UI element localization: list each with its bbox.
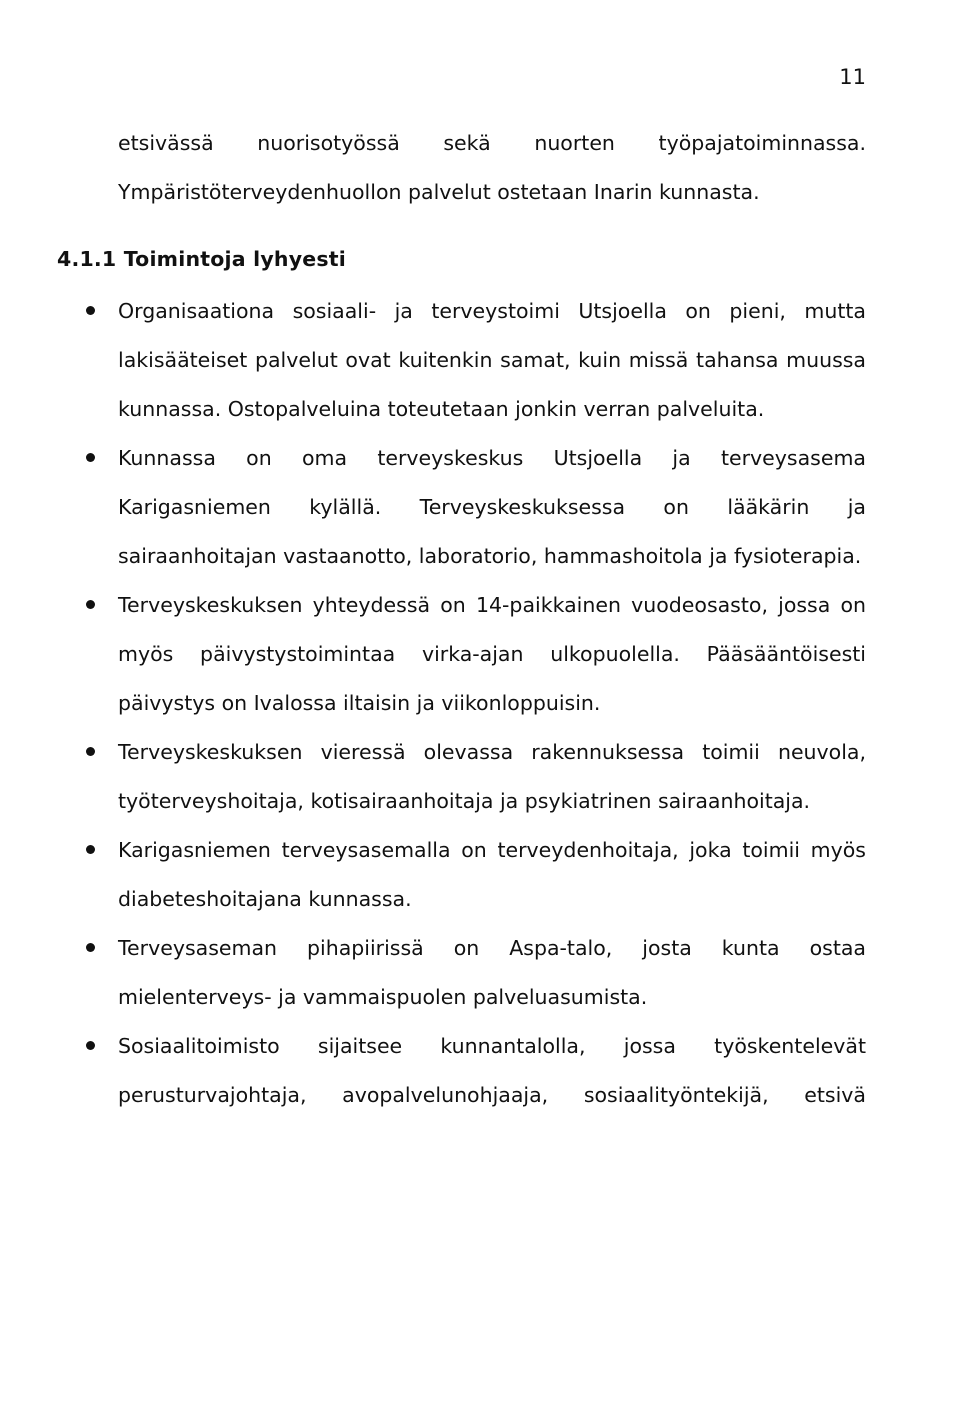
bullet-icon — [86, 600, 95, 609]
bullet-item-neighbouring-building — [0, 728, 866, 826]
bullet-item-social-office — [0, 1022, 866, 1120]
bullet-item-health-centre — [0, 434, 866, 581]
bullet-item-ward — [0, 581, 866, 728]
bullet-text: Kunnassa on oma terveyskeskus Utsjoella ja terveysasema Karigasniemen kylällä. Terveyskeskuksessa on lääkärin ja sairaanhoitajan vastaanotto, laboratorio, hammashoitola ja fysioterapia. — [118, 446, 866, 568]
bullet-list — [0, 287, 960, 1120]
bullet-item-karigasniemi-station — [0, 826, 866, 924]
bullet-text: Terveysaseman pihapiirissä on Aspa-talo, josta kunta ostaa mielenterveys- ja vammaispuolen palveluasumista. — [118, 936, 866, 1009]
section-heading: 4.1.1 Toimintoja lyhyesti — [57, 247, 347, 271]
bullet-text: Terveyskeskuksen yhteydessä on 14-paikkainen vuodeosasto, jossa on myös päivystystoimintaa virka-ajan ulkopuolella. Pääsääntöisesti päivystys on Ivalossa iltaisin ja viikonloppuisin. — [118, 593, 866, 715]
bullet-icon — [86, 306, 95, 315]
page-number: 11 — [839, 65, 866, 89]
bullet-text: Organisaationa sosiaali- ja terveystoimi Utsjoella on pieni, mutta lakisääteiset palvelut ovat kuitenkin samat, kuin missä tahansa muussa kunnassa. Ostopalveluina toteutetaan jonkin verran palveluita. — [118, 299, 866, 421]
bullet-item-aspa-house — [0, 924, 866, 1022]
bullet-icon — [86, 453, 95, 462]
bullet-text: Terveyskeskuksen vieressä olevassa rakennuksessa toimii neuvola, työterveyshoitaja, kotisairaanhoitaja ja psykiatrinen sairaanhoitaja. — [118, 740, 866, 813]
bullet-icon — [86, 943, 95, 952]
bullet-icon — [86, 1041, 95, 1050]
bullet-item-organisation — [0, 287, 866, 434]
bullet-text: Sosiaalitoimisto sijaitsee kunnantalolla, jossa työskentelevät perusturvajohtaja, avopalvelunohjaaja, sosiaalityöntekijä, etsivä — [118, 1034, 866, 1107]
intro-paragraph: etsivässä nuorisotyössä sekä nuorten työpajatoiminnassa. Ympäristöterveydenhuollon palvelut ostetaan Inarin kunnasta. — [118, 131, 866, 204]
bullet-icon — [86, 747, 95, 756]
bullet-text: Karigasniemen terveysasemalla on terveydenhoitaja, joka toimii myös diabeteshoitajana kunnassa. — [118, 838, 866, 911]
bullet-icon — [86, 845, 95, 854]
